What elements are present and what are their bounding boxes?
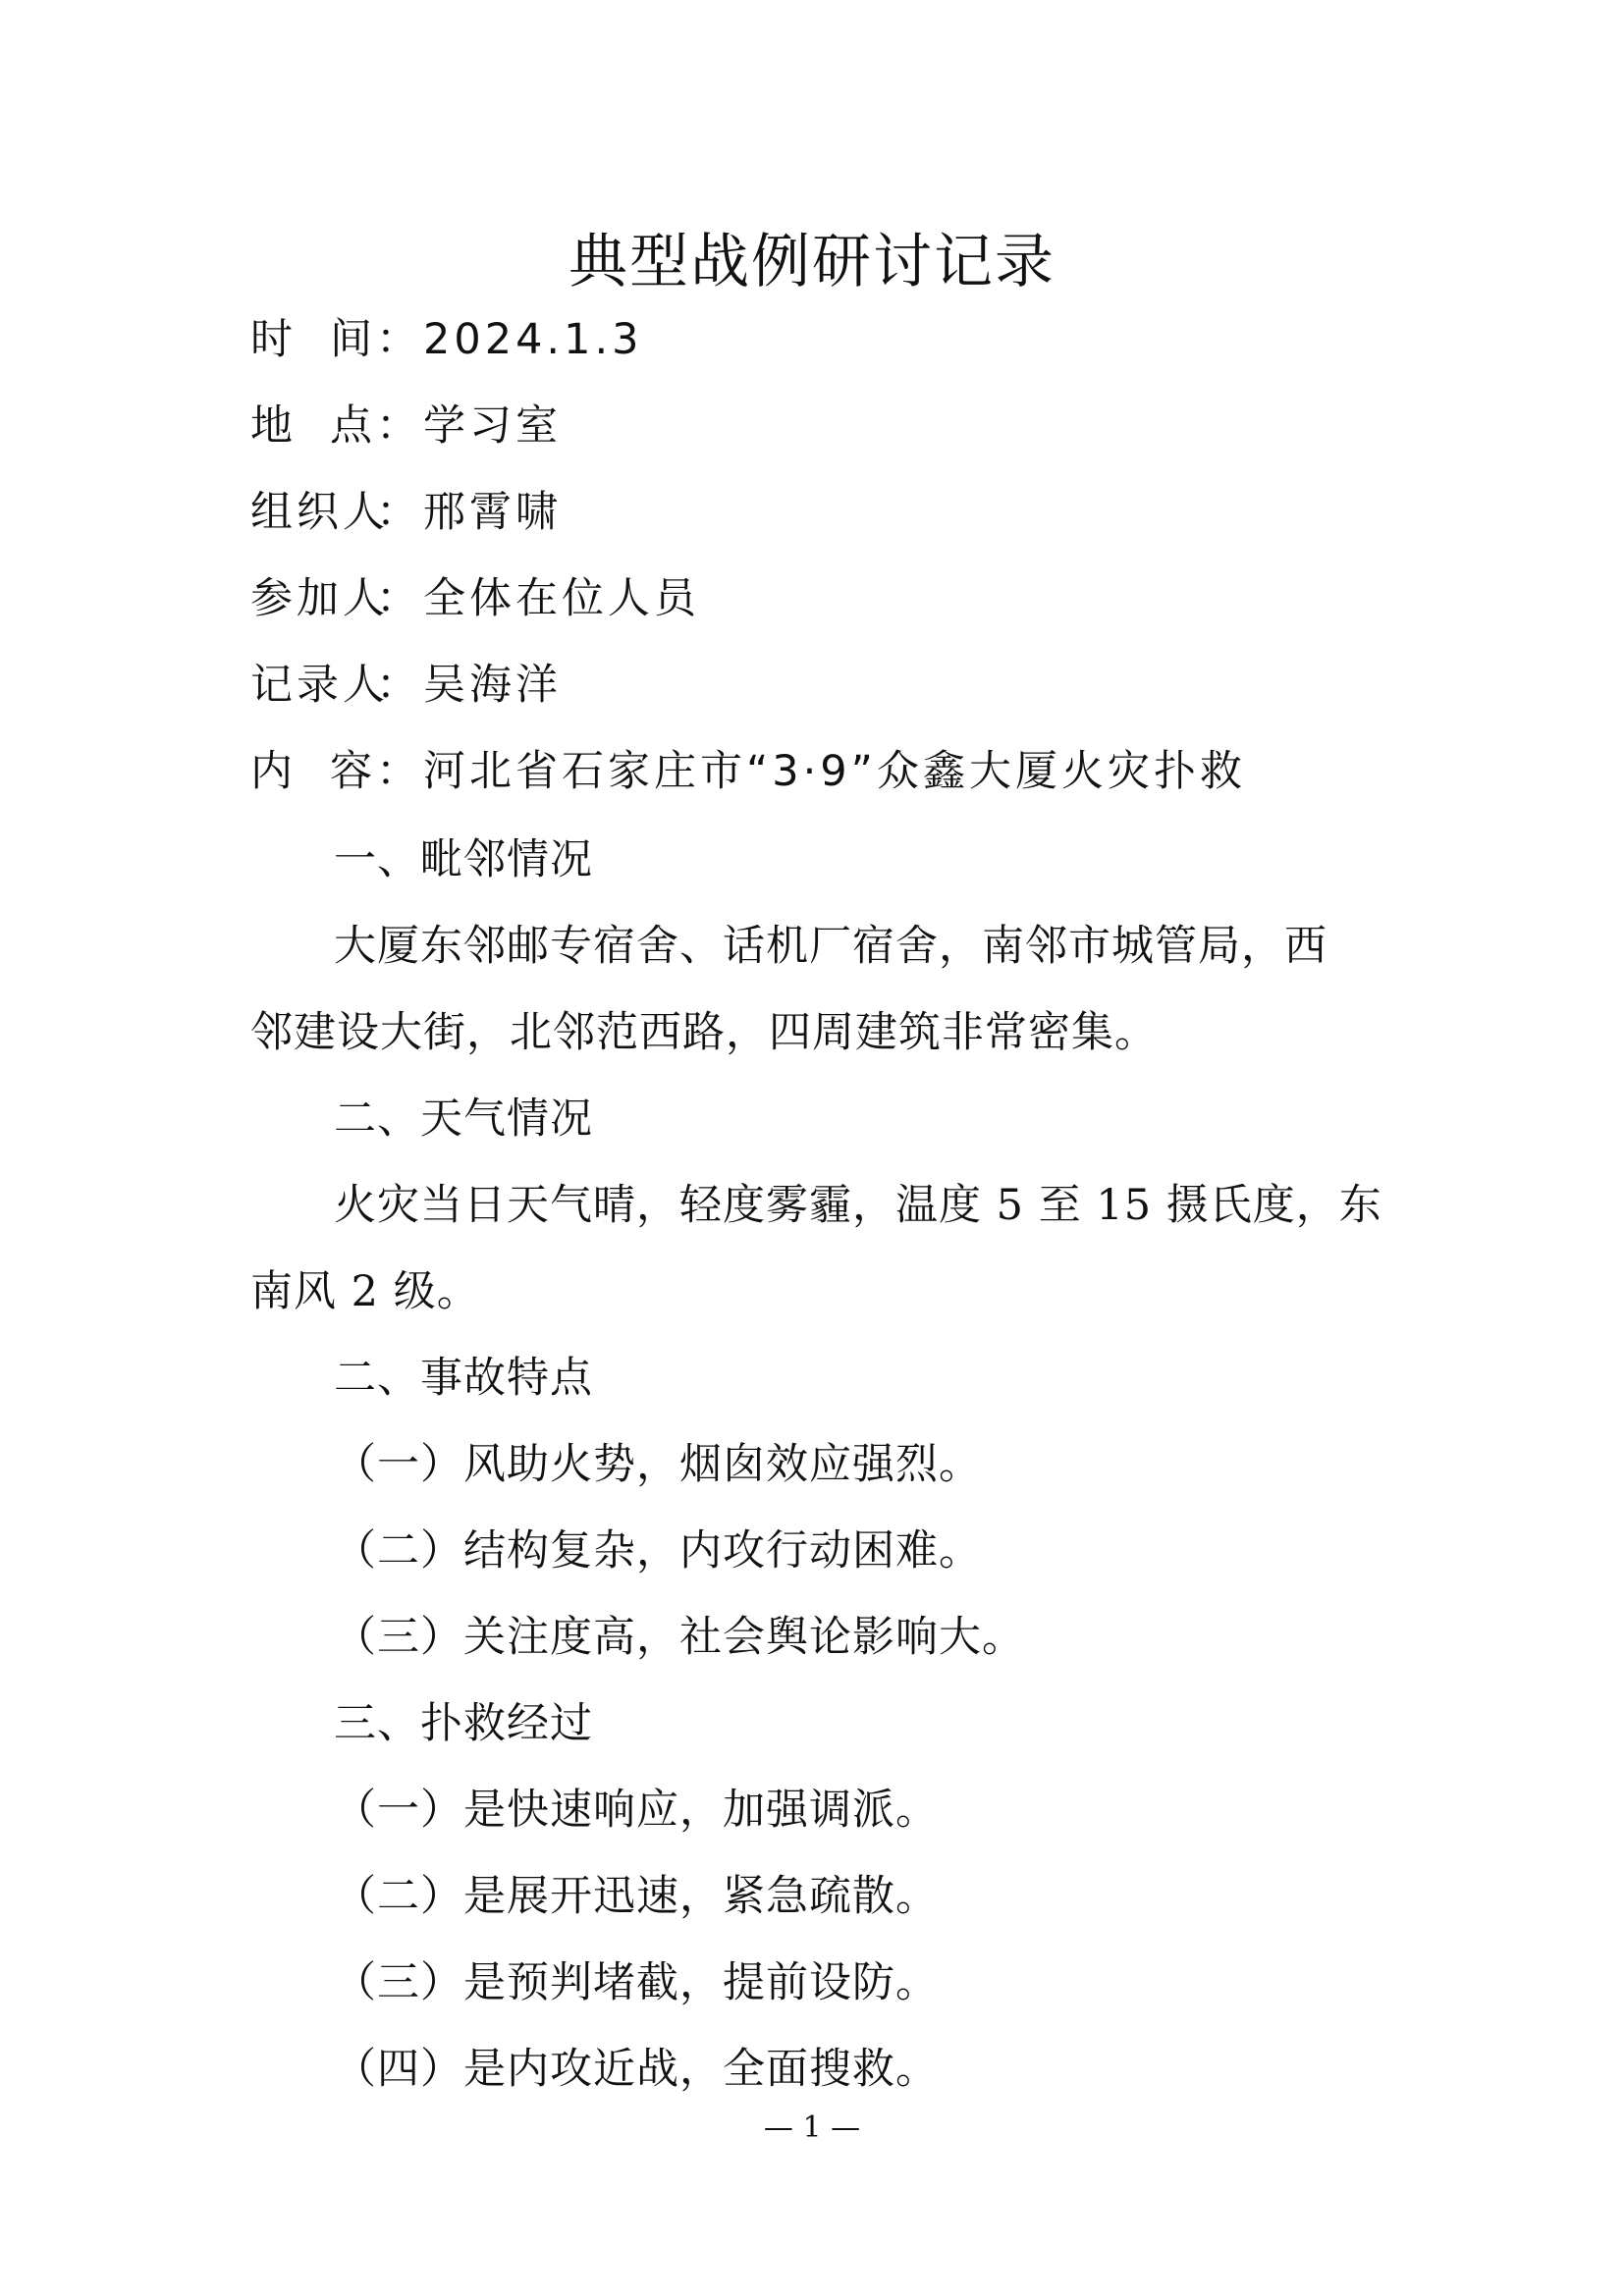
meta-colon: ： xyxy=(376,401,422,451)
meta-recorder-label: 记录人 xyxy=(250,661,389,710)
list-item-process: （二）是展开迅速，紧急疏散。 xyxy=(334,1872,939,1921)
paragraph-weather-line: 火灾当日天气晴，轻度雾霾，温度 5 至 15 摄氏度，东 xyxy=(334,1181,1382,1230)
list-item-feature: （一）风助火势，烟囱效应强烈。 xyxy=(334,1440,982,1489)
list-item-feature: （二）结构复杂，内攻行动困难。 xyxy=(334,1526,982,1575)
meta-organizer-value: 邢霄啸 xyxy=(423,488,562,537)
list-item-process: （一）是快速响应，加强调派。 xyxy=(334,1786,939,1835)
meta-participants-row xyxy=(250,569,700,628)
meta-colon: ： xyxy=(376,488,422,537)
meta-colon: ： xyxy=(376,747,422,796)
paragraph-adjacency-line: 邻建设大街，北邻范西路，四周建筑非常密集。 xyxy=(250,1008,1158,1057)
section-heading-features: 二、事故特点 xyxy=(334,1354,593,1403)
meta-time-label: 时 间 xyxy=(250,315,376,364)
meta-content-label: 内 容 xyxy=(250,747,376,796)
meta-place-value: 学习室 xyxy=(423,401,562,451)
section-heading-weather: 二、天气情况 xyxy=(334,1095,593,1144)
section-heading-process: 三、扑救经过 xyxy=(334,1699,593,1748)
list-item-process: （四）是内攻近战，全面搜救。 xyxy=(334,2045,939,2094)
meta-content-value: 河北省石家庄市“3·9”众鑫大厦火灾扑救 xyxy=(423,747,1246,796)
meta-recorder-row xyxy=(250,656,562,715)
page-number: — 1 — xyxy=(763,2110,861,2145)
meta-time-value: 2024.1.3 xyxy=(423,315,643,364)
list-item-process: （三）是预判堵截，提前设防。 xyxy=(334,1958,939,2007)
meta-colon: ： xyxy=(376,315,422,364)
document-title: 典型战例研讨记录 xyxy=(568,228,1056,296)
meta-colon: ： xyxy=(376,661,422,710)
paragraph-adjacency-line: 大厦东邻邮专宿舍、话机厂宿舍，南邻市城管局，西 xyxy=(334,922,1327,971)
meta-content-row xyxy=(250,742,1246,801)
meta-place-row xyxy=(250,397,562,455)
meta-organizer-label: 组织人 xyxy=(250,488,389,537)
list-item-feature: （三）关注度高，社会舆论影响大。 xyxy=(334,1613,1025,1662)
meta-participants-value: 全体在位人员 xyxy=(423,574,700,623)
meta-recorder-value: 吴海洋 xyxy=(423,661,562,710)
meta-colon: ： xyxy=(376,574,422,623)
section-heading-adjacency: 一、毗邻情况 xyxy=(334,835,593,884)
paragraph-weather-line: 南风 2 级。 xyxy=(250,1267,480,1316)
meta-time-row xyxy=(250,310,642,369)
meta-place-label: 地 点 xyxy=(250,401,376,451)
meta-participants-label: 参加人 xyxy=(250,574,389,623)
meta-organizer-row xyxy=(250,483,562,542)
